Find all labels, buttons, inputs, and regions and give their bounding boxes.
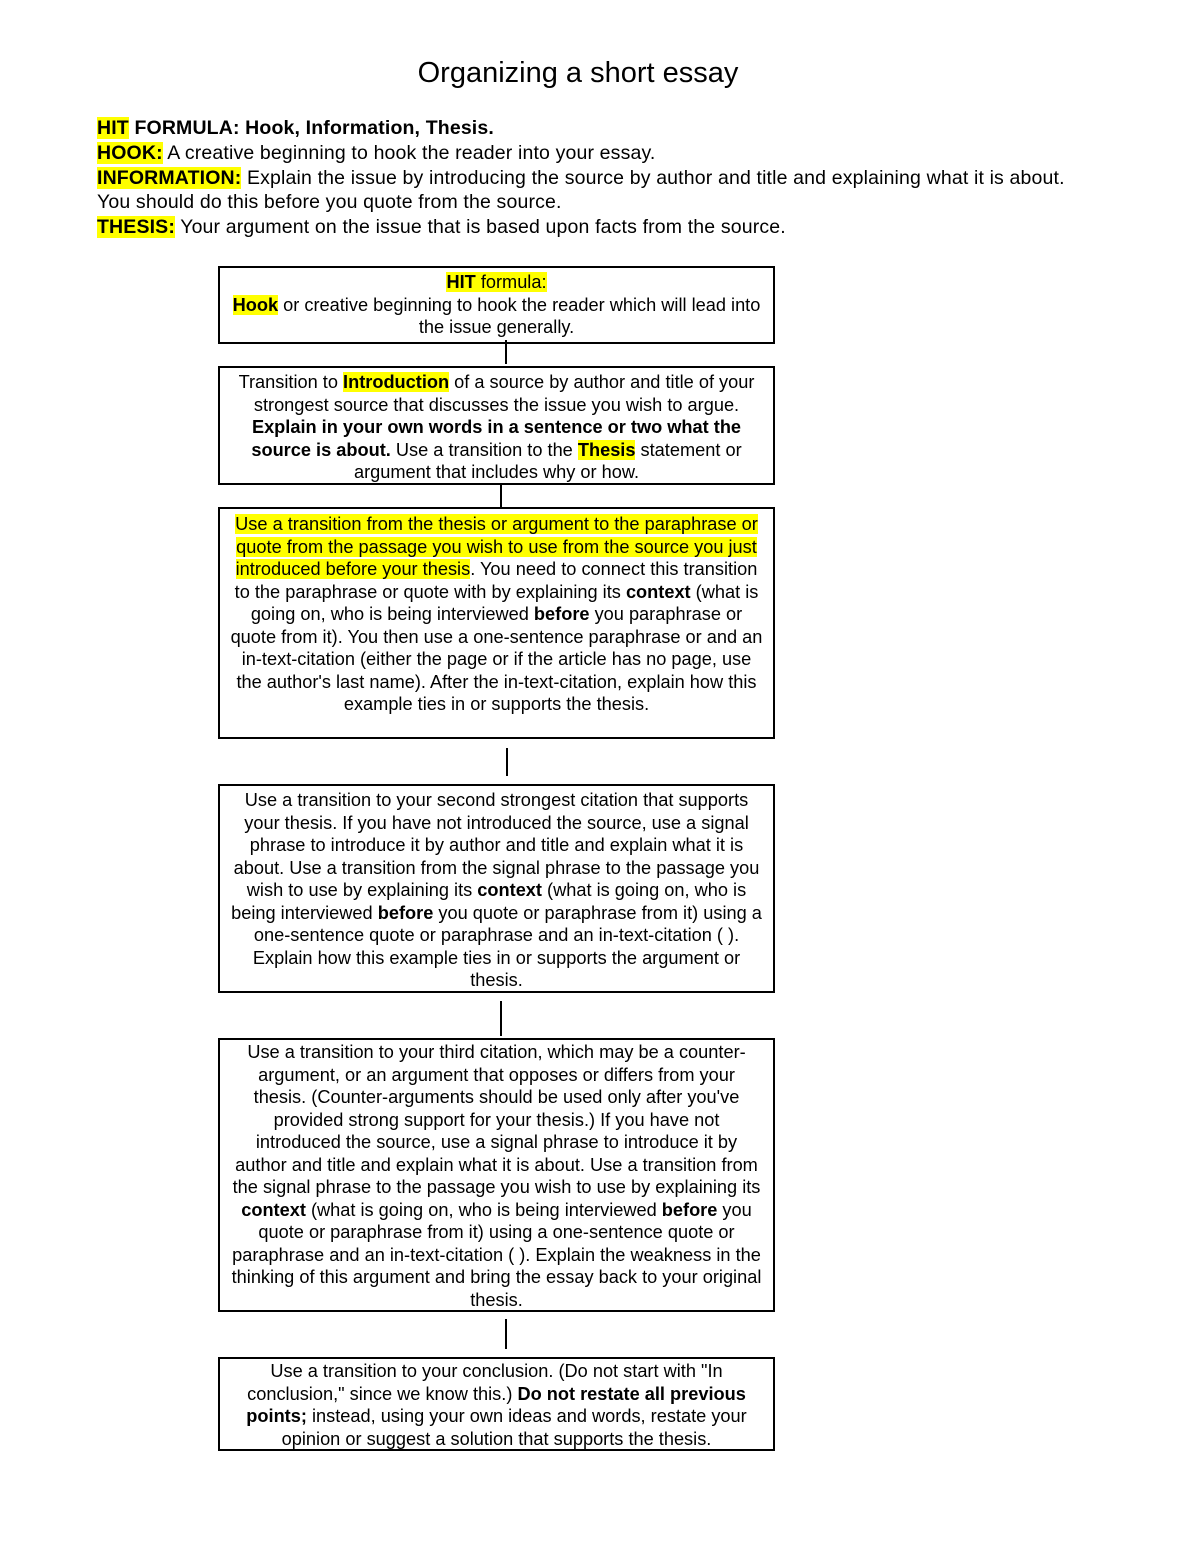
connector-line [500,485,502,507]
hook-tag: Hook [232,294,279,315]
context-term: context [477,880,542,900]
box-text: you quote or paraphrase from it) using a one-sentence quote or paraphrase and an in-text-citation ( ). Explain how this example ties in or supports the argument or thesis. [252,902,762,990]
box-text: Use a transition to your conclusion. (Do not start with "In conclusion," since we know this.) [247,1361,723,1404]
connector-line [500,1001,502,1036]
box-counter-argument-text [230,1041,763,1311]
formula-label: formula: [475,272,547,292]
box-text: . You need to connect this transition to the paraphrase or quote with by explaining its [234,559,758,602]
information-text: Explain the issue by introducing the source by author and title and explaining what it is about. You should do this before you quote from the source. [97,166,1065,214]
box-text: (what is going on, who is being interviewed [231,880,747,923]
box-text: statement or argument that includes why or how. [353,439,742,482]
information-line [97,166,1097,216]
connector-line [505,340,507,364]
formula-line [97,116,1097,141]
bold-instruction: Explain in your own words in a sentence or two what the source is about. [251,417,742,460]
context-term: context [625,581,691,602]
flow-box-counter-argument [218,1038,775,1312]
intro-section [97,116,1097,240]
before-term: before [661,1199,718,1220]
box-text: Use a transition to your second strongest citation that supports your thesis. If you have not introduced the source, use a signal phrase to introduce it by author and title and explain what it is about. Use a transition from the signal phrase to the passage you wish to use by explaining its [233,790,760,900]
highlighted-instruction: Use a transition from the thesis or argument to the paraphrase or quote from the passage you wish to use from the source you just introduced before your thesis [235,514,758,579]
thesis-tag: THESIS: [97,216,175,239]
flow-box-hook [218,266,775,344]
connector-line [506,748,508,776]
flow-box-second-citation [218,784,775,993]
flow-box-introduction [218,366,775,485]
box-text: you quote or paraphrase from it) using a one-sentence quote or paraphrase and an in-text-citation ( ). Explain the weakness in the thinking of this argument and bring the essay back to your original thesis. [231,1199,762,1310]
hook-description: or creative beginning to hook the reader which will lead into the issue generally. [278,294,761,337]
box-text: of a source by author and title of your strongest source that discusses the issue you wish to argue. [253,372,755,415]
thesis-text: Your argument on the issue that is based upon facts from the source. [174,216,786,239]
box-introduction-text [230,371,763,484]
page-title: Organizing a short essay [417,57,739,89]
hook-text: A creative beginning to hook the reader into your essay. [162,141,656,164]
box-conclusion-text [230,1360,763,1450]
flow-box-first-citation [218,507,775,739]
information-tag: INFORMATION: [97,166,242,189]
box-first-citation-text [230,513,763,716]
box-hook-text [230,271,763,339]
flow-box-conclusion [218,1357,775,1451]
introduction-tag: Introduction [343,372,450,392]
box-text: instead, using your own ideas and words, restate your opinion or suggest a solution that supports the thesis. [281,1406,747,1449]
thesis-line [97,215,1097,240]
formula-tag: HIT [97,117,129,139]
box-text: (what is going on, who is being interviewed [305,1199,662,1220]
before-term: before [533,604,590,624]
connector-line [505,1319,507,1349]
box-text: Transition to [238,372,344,392]
formula-text: FORMULA: Hook, Information, Thesis. [128,117,494,139]
hook-tag: HOOK: [97,141,163,164]
hook-line [97,141,1097,166]
context-term: context [241,1199,306,1220]
box-text: you paraphrase or quote from it). You then use a one-sentence paraphrase or and an in-text-citation (either the page or if the article has no page, use the author's last name). After the in-text-citation, explain how this example ties in or supports the thesis. [230,604,763,714]
box-text: (what is going on, who is being interviewed [250,581,759,624]
before-term: before [377,902,434,923]
box-text: Use a transition to the [390,439,578,460]
box-text: Use a transition to your third citation, which may be a counter-argument, or an argument that opposes or differs from your thesis. (Counter-arguments should be used only after you've provided strong support for your thesis.) If you have not introduced the source, use a signal phrase to introduce it by author and title and explain what it is about. Use a transition from the signal phrase to the passage you wish to use by explaining its [232,1042,761,1197]
box-second-citation-text [230,789,763,992]
thesis-tag: Thesis [577,439,636,460]
hit-tag: HIT [446,272,476,292]
bold-instruction: Do not restate all previous points; [246,1383,746,1426]
